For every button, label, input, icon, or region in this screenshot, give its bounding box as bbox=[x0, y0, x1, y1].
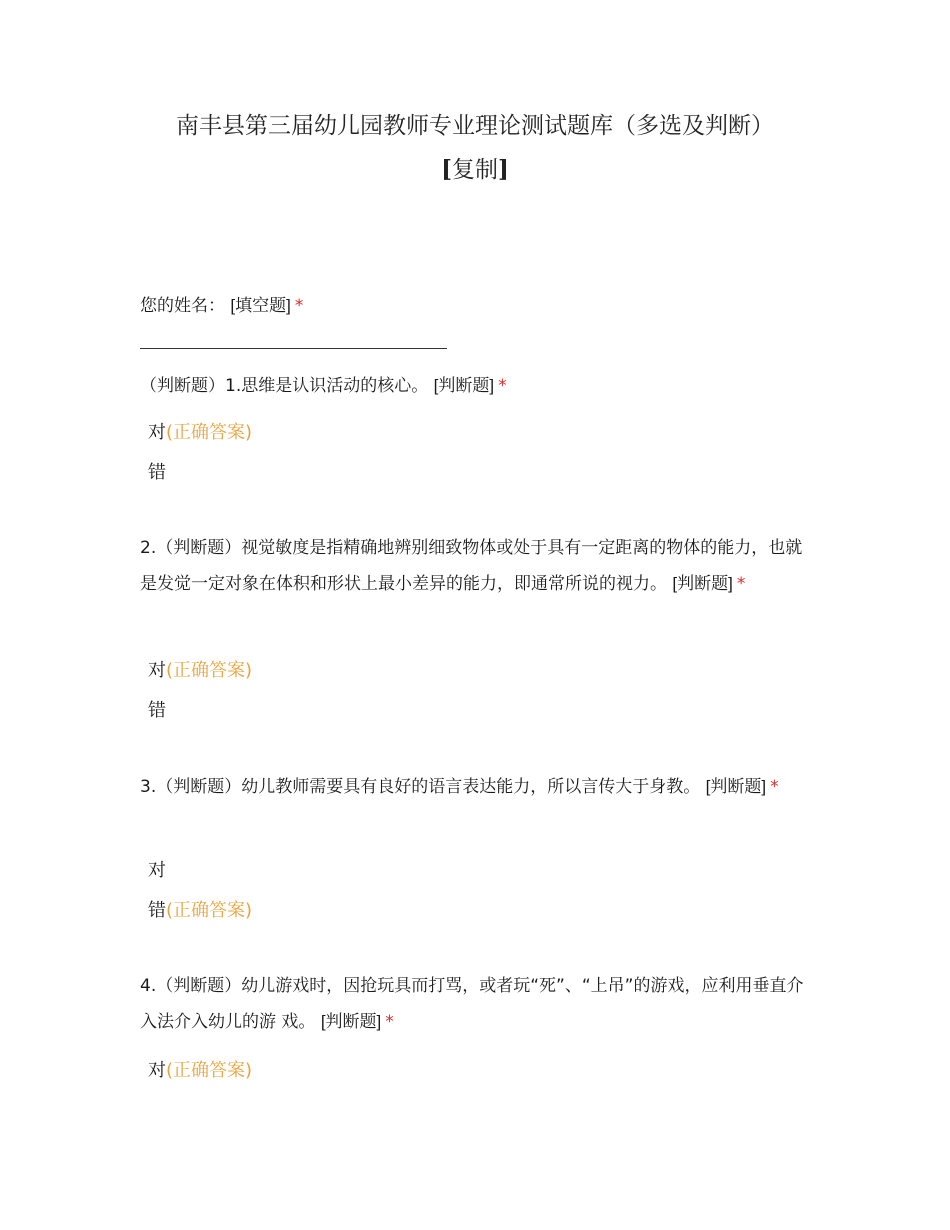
option-label: 错 bbox=[148, 700, 166, 721]
name-type-tag: [填空题] bbox=[230, 296, 291, 315]
question-3 bbox=[140, 769, 805, 805]
required-asterisk: * bbox=[294, 296, 304, 316]
question-4 bbox=[140, 968, 805, 1040]
option-label: 错 bbox=[148, 462, 166, 483]
question-3-type-tag: [判断题] bbox=[705, 777, 767, 796]
title-line-1: 南丰县第三届幼儿园教师专业理论测试题库（多选及判断） bbox=[176, 113, 774, 139]
question-2-option-false[interactable] bbox=[148, 696, 166, 726]
question-3-option-true[interactable] bbox=[148, 856, 166, 886]
question-1-text: （判断题）1.思维是认识活动的核心。 bbox=[140, 376, 429, 396]
required-asterisk: * bbox=[498, 376, 507, 396]
title-line-2 bbox=[0, 148, 950, 192]
question-1-type-tag: [判断题] bbox=[433, 376, 495, 395]
title-bracket-close: ] bbox=[498, 156, 509, 183]
correct-answer-note: (正确答案) bbox=[166, 660, 253, 681]
correct-answer-note: (正确答案) bbox=[166, 900, 253, 921]
question-4-option-true[interactable] bbox=[148, 1056, 252, 1086]
required-asterisk: * bbox=[770, 777, 779, 797]
correct-answer-note: (正确答案) bbox=[166, 1060, 253, 1081]
question-4-type-tag: [判断题] bbox=[320, 1012, 382, 1031]
name-question bbox=[140, 288, 805, 324]
required-asterisk: * bbox=[385, 1012, 394, 1032]
question-1-option-true[interactable] bbox=[148, 418, 252, 448]
question-2 bbox=[140, 530, 805, 602]
option-label: 错 bbox=[148, 900, 166, 921]
correct-answer-note: (正确答案) bbox=[166, 422, 253, 443]
option-label: 对 bbox=[148, 660, 166, 681]
option-label: 对 bbox=[148, 860, 166, 881]
option-label: 对 bbox=[148, 1060, 166, 1081]
question-3-text: 3.（判断题）幼儿教师需要具有良好的语言表达能力，所以言传大于身教。 bbox=[140, 777, 701, 797]
question-3-option-false[interactable] bbox=[148, 896, 252, 926]
option-label: 对 bbox=[148, 422, 166, 443]
question-1 bbox=[140, 368, 805, 404]
question-1-option-false[interactable] bbox=[148, 458, 166, 488]
question-4-text: 4.（判断题）幼儿游戏时，因抢玩具而打骂，或者玩“死”、“上吊”的游戏，应利用垂直介入法介入幼儿的游 戏。 bbox=[140, 976, 804, 1032]
title-copy-label: 复制 bbox=[452, 157, 498, 183]
required-asterisk: * bbox=[736, 574, 746, 594]
title-bracket-open: [ bbox=[441, 156, 452, 183]
question-2-type-tag: [判断题] bbox=[672, 574, 733, 593]
document-title bbox=[0, 104, 950, 192]
question-2-text: 2.（判断题）视觉敏度是指精确地辨别细致物体或处于具有一定距离的物体的能力，也就是发觉一定对象在体积和形状上最小差异的能力，即通常所说的视力。 bbox=[140, 538, 803, 594]
name-label: 您的姓名： bbox=[140, 296, 225, 316]
name-input-line[interactable] bbox=[140, 348, 447, 349]
question-2-option-true[interactable] bbox=[148, 656, 252, 686]
